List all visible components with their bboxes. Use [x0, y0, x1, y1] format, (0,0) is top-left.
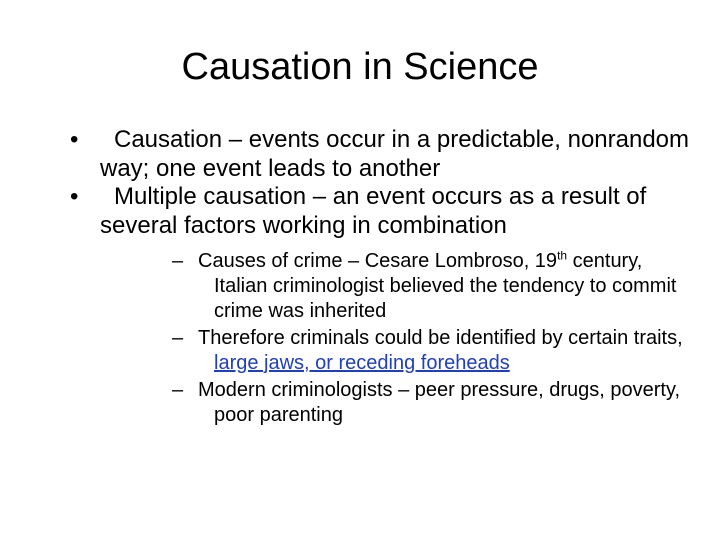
superscript-th: th: [557, 248, 568, 263]
bullet-marker: •: [70, 183, 79, 210]
sub-bullet-marker: –: [172, 250, 184, 272]
bullet-item-causation: [28, 126, 700, 183]
bullet-text: Multiple causation – an event occurs as a result of several factors working in combination: [100, 183, 647, 239]
bullet-list: [28, 126, 700, 430]
sub-bullet-therefore: [100, 326, 700, 376]
bullet-text: Causation – events occur in a predictable, nonrandom way; one event leads to another: [100, 126, 690, 182]
sub-bullet-text: Causes of crime – Cesare Lombroso, 19: [198, 250, 558, 272]
sub-bullet-causes-of-crime: [100, 249, 700, 324]
sub-bullet-text: Therefore criminals could be identified by certain traits,: [198, 327, 683, 349]
hyperlink-large-jaws[interactable]: large jaws, or receding foreheads: [214, 352, 510, 374]
sub-bullet-text: Modern criminologists – peer pressure, drugs, poverty, poor parenting: [198, 379, 681, 426]
bullet-item-multiple-causation: [28, 183, 700, 428]
sub-bullet-marker: –: [172, 327, 184, 349]
slide-title: Causation in Science: [181, 46, 539, 88]
sub-bullet-text-continued: century, Italian criminologist believed the tendency to commit crime was inherited: [214, 250, 677, 322]
sub-bullet-marker: –: [172, 379, 184, 401]
sub-bullet-list: [100, 249, 700, 428]
sub-bullet-modern-criminologists: [100, 378, 700, 428]
bullet-marker: •: [70, 126, 79, 153]
